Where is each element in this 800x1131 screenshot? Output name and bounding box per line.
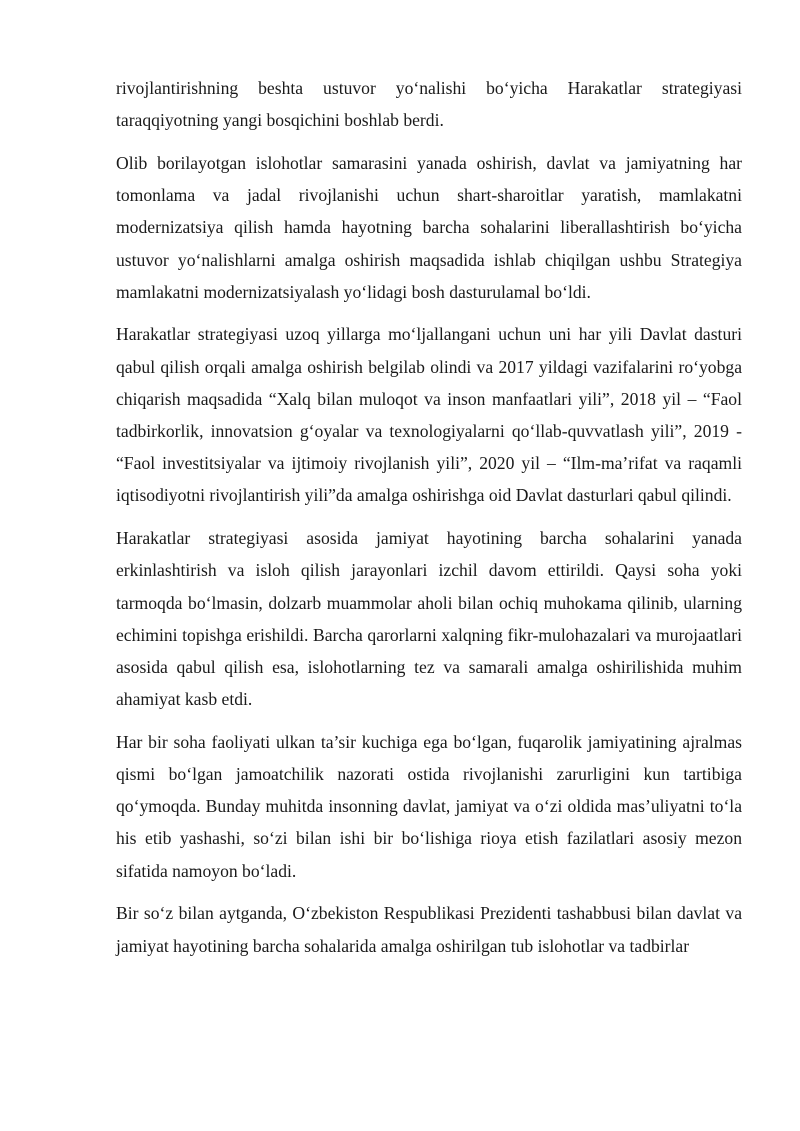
paragraph: Harakatlar strategiyasi asosida jamiyat hayotining barcha sohalarini yanada erkinlashtirish va isloh qilish jarayonlari izchil davom ettirildi. Qaysi soha yoki tarmoqda bo‘lmasin, dolzarb muammolar aholi bilan ochiq muhokama qilinib, ularning echimini topishga erishildi. Barcha qarorlarni xalqning fikr-mulohazalari va murojaatlari asosida qabul qilish esa, islohotlarning tez va samarali amalga oshirilishida muhim ahamiyat kasb etdi. — [116, 528, 742, 710]
paragraph: Olib borilayotgan islohotlar samarasini yanada oshirish, davlat va jamiyatning har tomonlama va jadal rivojlanishi uchun shart-sharoitlar yaratish, mamlakatni modernizatsiya qilish hamda hayotning barcha sohalarini liberallashtirish bo‘yicha ustuvor yo‘nalishlarni amalga oshirish maqsadida ishlab chiqilgan ushbu Strategiya mamlakatni modernizatsiyalash yo‘lidagi bosh dasturulamal bo‘ldi. — [116, 152, 742, 302]
paragraph: Bir so‘z bilan aytganda, O‘zbekiston Respublikasi Prezidenti tashabbusi bilan davlat va jamiyat hayotining barcha sohalarida amalga oshirilgan tub islohotlar va tadbirlar — [116, 903, 742, 956]
paragraph: Harakatlar strategiyasi uzoq yillarga mo‘ljallangani uchun uni har yili Davlat dasturi qabul qilish orqali amalga oshirish belgilab olindi va 2017 yildagi vazifalarini ro‘yobga chiqarish maqsadida “Xalq bilan muloqot va inson manfaatlari yili”, 2018 yil – “Faol tadbirkorlik, innovatsion g‘oyalar va texnologiyalarni qo‘llab-quvvatlash yili”, 2019 - “Faol investitsiyalar va ijtimoiy rivojlanish yili”, 2020 yil – “Ilm-ma’rifat va raqamli iqtisodiyotni rivojlantirish yili”da amalga oshirishga oid Davlat dasturlari qabul qilindi. — [116, 324, 742, 506]
document-page — [116, 72, 742, 972]
paragraph: rivojlantirishning beshta ustuvor yo‘nalishi bo‘yicha Harakatlar strategiyasi taraqqiyotning yangi bosqichini boshlab berdi. — [116, 78, 742, 131]
paragraph: Har bir soha faoliyati ulkan ta’sir kuchiga ega bo‘lgan, fuqarolik jamiyatining ajralmas qismi bo‘lgan jamoatchilik nazorati ostida rivojlanishi zarurligini kun tartibiga qo‘ymoqda. Bunday muhitda insonning davlat, jamiyat va o‘zi oldida mas’uliyatni to‘la his etib yashashi, so‘zi bilan ishi bir bo‘lishiga rioya etish fazilatlari asosiy mezon sifatida namoyon bo‘ladi. — [116, 731, 742, 881]
